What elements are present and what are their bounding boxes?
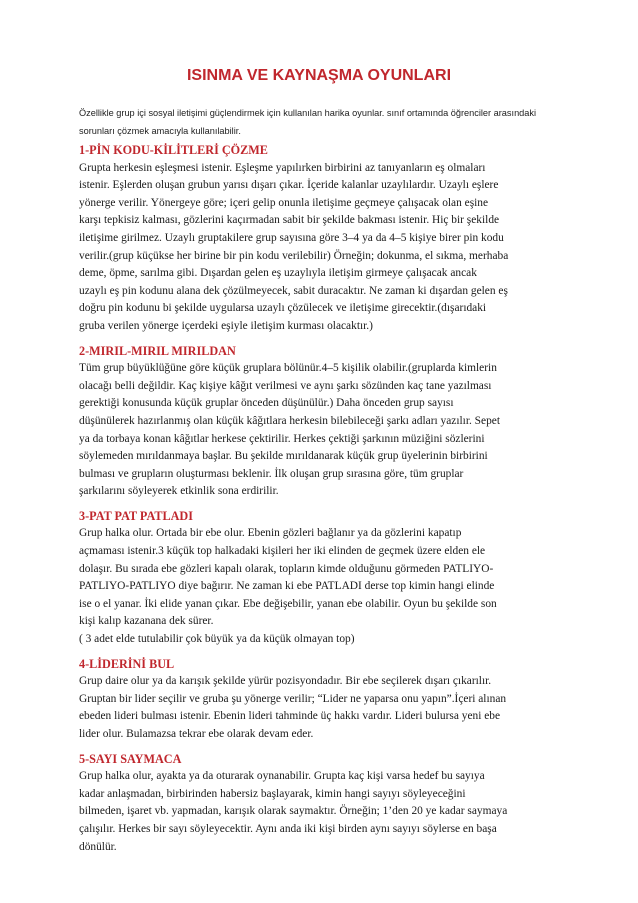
body-line: PATLIYO-PATLIYO diye bağırır. Ne zaman ki ebe PATLADI derse top kimin hangi elinde	[79, 580, 495, 593]
section-body	[79, 673, 574, 743]
section-body	[79, 768, 574, 856]
section-pat-pat	[79, 508, 574, 649]
body-line: uzaylı eş pin kodunu alana dek çözülmeyecek, sabit duracaktır. Ne zaman ki dışardan gelen eş	[79, 284, 508, 297]
body-line: iletişime girilmez. Uzaylı gruptakilere grup sayısına göre 3–4 ya da 4–5 kişiye birer pin kodu	[79, 231, 504, 244]
body-line: söylemeden mırıldanmaya başlar. Bu şekilde mırıldanarak küçük grup üyelerinin birbirini	[79, 450, 488, 463]
body-line: ya da torbaya konan kâğıtlar herkese çektirilir. Herkes çektiği şarkının müziğini sözlerini	[79, 432, 485, 445]
section-heading: 4-LİDERİNİ BUL	[79, 656, 175, 671]
section-heading: 1-PİN KODU-KİLİTLERİ ÇÖZME	[79, 143, 268, 157]
section-liderini-bul	[79, 656, 574, 744]
body-line: açmaması istenir.3 küçük top halkadaki kişileri her iki elinden de geçmek üzere elden ele	[79, 545, 486, 558]
body-line: ebeden lideri bulması istenir. Ebenin lideri tahminde üç hakkı vardır. Lideri bulursa yeni ebe	[79, 710, 501, 723]
section-body	[79, 525, 574, 648]
body-line: dönülür.	[79, 840, 117, 853]
body-line: kişi kalıp kazanana dek sürer.	[79, 615, 214, 628]
section-heading: 3-PAT PAT PATLADI	[79, 508, 193, 523]
section-body	[79, 360, 574, 501]
document-title: ISINMA VE KAYNAŞMA OYUNLARI	[186, 67, 452, 84]
body-line: deme, öpme, sarılma gibi. Dışardan gelen eş uzaylıyla iletişim girmeye çalışacak ancak	[79, 267, 477, 280]
intro-line: Özellikle grup içi sosyal iletişimi güçlendirmek için kullanılan harika oyunlar. sınıf ortamında öğrenciler arasındaki	[79, 108, 537, 118]
section-miril-miril	[79, 343, 574, 501]
body-line: kadar anlaşmadan, birbirinden habersiz başlayarak, kimin hangi sayıyı söyleyeceğini	[79, 787, 466, 800]
body-line: Grupta herkesin eşleşmesi istenir. Eşleşme yapılırken birbirini az tanıyanların eş olmaları	[79, 161, 486, 174]
body-line: çalışılır. Herkes bir sayı söyleyecektir. Aynı anda iki kişi birden aynı sayıyı söylerse en başa	[79, 822, 497, 835]
section-heading: 2-MIRIL-MIRIL MIRILDAN	[79, 343, 236, 358]
body-line: doğru pin kodunu bi şekilde uygularsa uzaylı çözülecek ve iletişime girecektir.(dışarıdaki	[79, 302, 487, 315]
body-line: Gruptan bir lider seçilir ve gruba şu yönerge verilir; “Lider ne yaparsa onu yapın”.İçeri alınan	[79, 692, 507, 705]
body-line: gruba verilen yönerge içerdeki eşiyle iletişim kurması olacaktır.)	[79, 319, 373, 332]
body-line: yönerge verilir. Yönergeye göre; içeri gelip onunla iletişime geçmeye çalışacak olan eşine	[79, 196, 489, 209]
game-sections	[79, 142, 574, 863]
body-line: verilir.(grup küçükse her birine bir pin kodu verilebilir) Örneğin; dokunma, el sıkma, merhaba	[79, 249, 509, 262]
body-line: lider olur. Bulamazsa tekrar ebe olarak devam eder.	[79, 728, 314, 740]
body-line: istenir. Eşlerden oluşan grubun yarısı dışarı çıkar. İçeride kalanlar uzaylılardır. Uzaylı eşlere	[79, 179, 499, 192]
body-line: şarkılarını söyleyerek etkinlik sona erdirilir.	[79, 485, 279, 498]
body-line: olacağı belli değildir. Kaç kişiye kâğıt verilmesi ve aynı şarkı sözünden kaç tane yazılması	[79, 379, 492, 392]
body-line: ise o el yanar. İki elide yanan çıkar. Ebe değişebilir, yanan ebe olabilir. Oyun bu şekilde son	[79, 597, 497, 610]
body-line: düşünülerek hazırlanmış olan küçük kâğıtlara herkesin bilebileceği şarkı adları yazılır. Sepet	[79, 414, 500, 427]
body-line: ( 3 adet elde tutulabilir çok büyük ya da küçük olmayan top)	[79, 633, 355, 646]
body-line: Grup halka olur. Ortada bir ebe olur. Ebenin gözleri bağlanır ya da gözlerini kapatıp	[79, 527, 462, 540]
section-body	[79, 160, 574, 336]
body-line: Grup halka olur, ayakta ya da oturarak oynanabilir. Grupta kaç kişi varsa hedef bu sayıya	[79, 770, 485, 783]
section-pin-kodu	[79, 142, 574, 336]
body-line: bilmeden, işaret vb. yapmadan, karışık olarak saymaktır. Örneğin; 1’den 20 ye kadar saymaya	[79, 805, 508, 818]
intro-line: sorunları çözmek amacıyla kullanılabilir.	[79, 126, 241, 136]
body-line: Grup daire olur ya da karışık şekilde yürür pozisyondadır. Bir ebe seçilerek dışarı çıkarılır.	[79, 675, 492, 688]
section-heading: 5-SAYI SAYMACA	[79, 751, 182, 766]
body-line: bulması ve grupların oluşturması beklenir. İlk oluşan grup sırasına göre, tüm gruplar	[79, 467, 464, 480]
intro-paragraph	[79, 104, 569, 140]
body-line: karşı tepkisiz kalması, gözlerini kaçırmadan sabit bir şekilde bakması istenir. Hiç bir şekilde	[79, 214, 500, 227]
section-sayi-saymaca	[79, 751, 574, 857]
body-line: Tüm grup büyüklüğüne göre küçük gruplara bölünür.4–5 kişilik olabilir.(gruplarda kimlerin	[79, 362, 497, 375]
body-line: gerektiği konusunda küçük gruplar önceden düşünülür.) Daha önceden grup sayısı	[79, 397, 454, 410]
body-line: dolaşır. Bu sırada ebe gözleri kapalı olarak, topların kimde olduğunu görmeden PATLIYO-	[79, 562, 494, 575]
